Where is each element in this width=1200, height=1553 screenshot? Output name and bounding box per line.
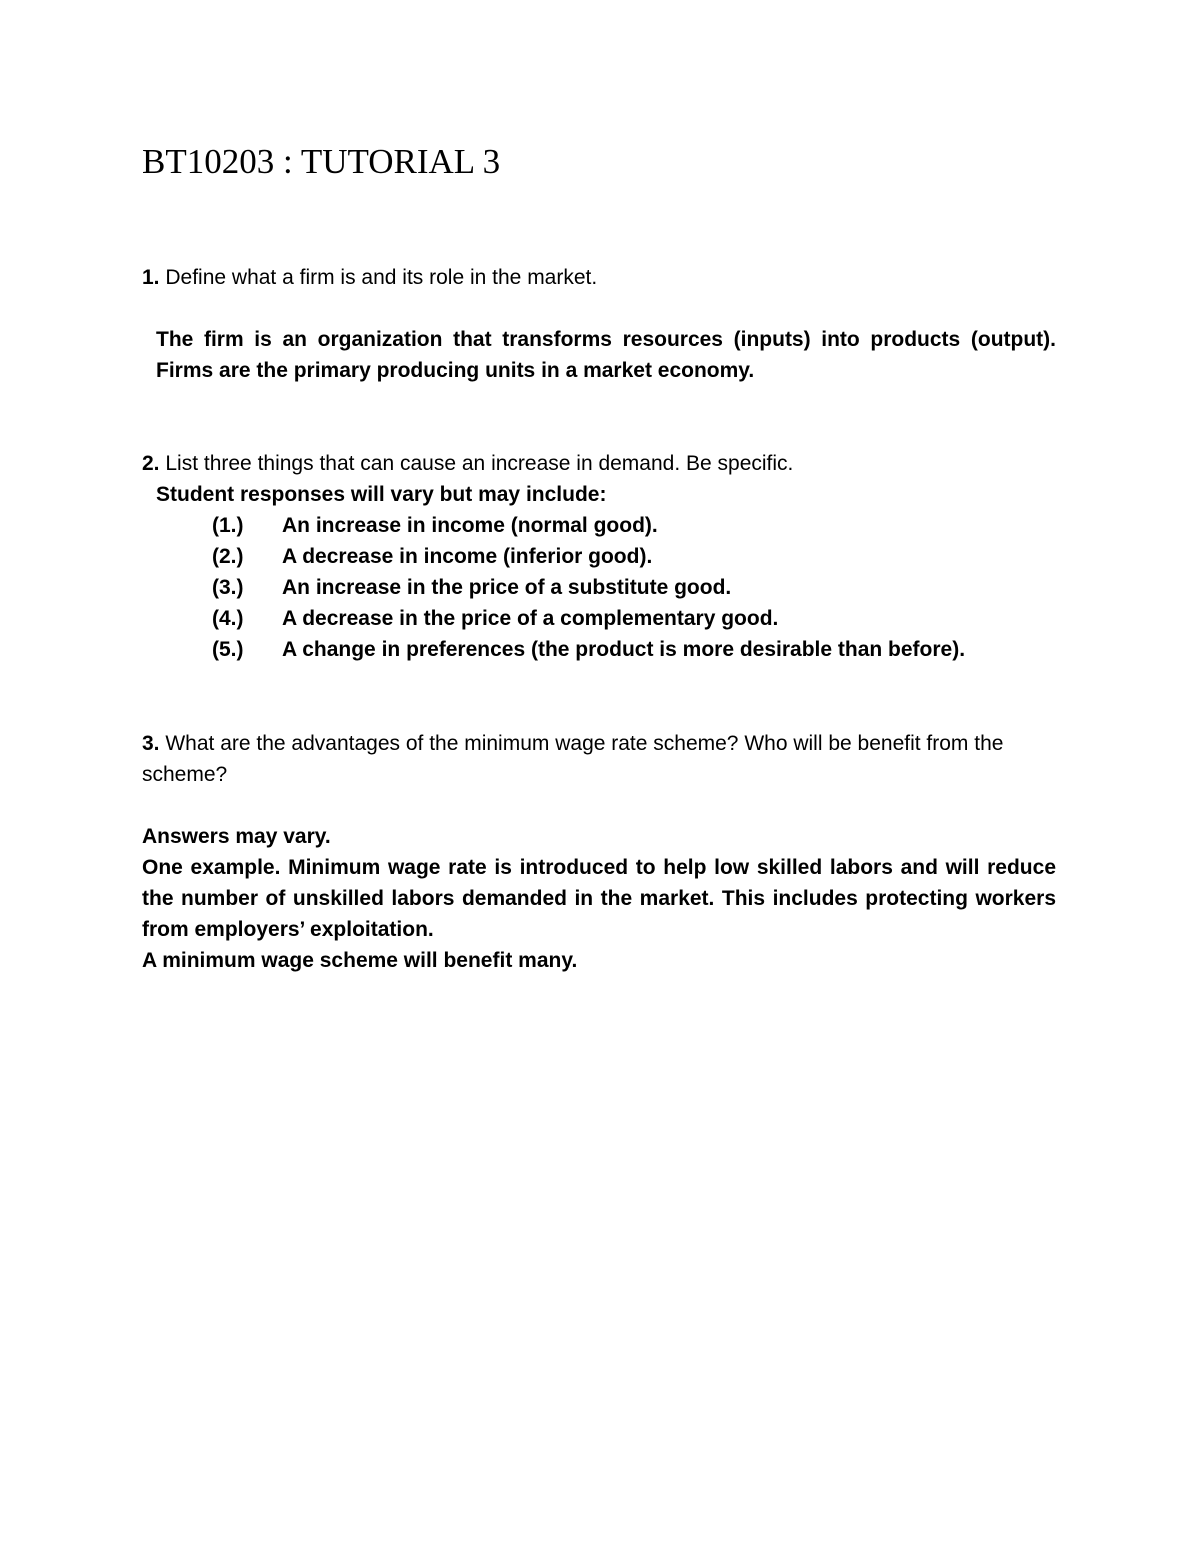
list-item-text: A change in preferences (the product is more desirable than before). bbox=[282, 638, 966, 661]
list-marker: (2.) bbox=[212, 545, 244, 568]
answer-2-intro: Student responses will vary but may include: bbox=[156, 483, 607, 506]
list-item-text: An increase in income (normal good). bbox=[282, 514, 658, 537]
answer-1: The firm is an organization that transforms resources (inputs) into products (output). Firms are the primary producing units in a market economy. bbox=[156, 328, 1056, 382]
list-marker: (5.) bbox=[212, 638, 244, 661]
list-item-text: A decrease in income (inferior good). bbox=[282, 545, 653, 568]
list-item bbox=[212, 634, 965, 665]
list-item bbox=[212, 510, 965, 541]
list-item-text: A decrease in the price of a complementary good. bbox=[282, 607, 779, 630]
list-marker: (4.) bbox=[212, 607, 244, 630]
list-marker: (1.) bbox=[212, 514, 244, 537]
list-item-text: An increase in the price of a substitute good. bbox=[282, 576, 732, 599]
list-item bbox=[212, 603, 965, 634]
question-number: 1. bbox=[142, 266, 160, 289]
answer-3-line: Answers may vary. bbox=[142, 825, 331, 848]
answer-3-line: One example. Minimum wage rate is introduced to help low skilled labors and will reduce the number of unskilled labors demanded in the market. This includes protecting workers from employers’ exploitation. bbox=[142, 856, 1056, 941]
answer-2-list bbox=[212, 510, 965, 665]
list-marker: (3.) bbox=[212, 576, 244, 599]
answer-3 bbox=[142, 821, 1056, 976]
list-item bbox=[212, 572, 965, 603]
list-item bbox=[212, 541, 965, 572]
question-2 bbox=[142, 448, 1082, 479]
question-3 bbox=[142, 728, 1042, 790]
question-text: List three things that can cause an increase in demand. Be specific. bbox=[165, 452, 794, 475]
answer-3-line: A minimum wage scheme will benefit many. bbox=[142, 949, 578, 972]
document-title: BT10203 : TUTORIAL 3 bbox=[142, 142, 501, 181]
question-number: 2. bbox=[142, 452, 160, 475]
question-1 bbox=[142, 262, 1082, 293]
question-number: 3. bbox=[142, 732, 160, 755]
question-text: Define what a firm is and its role in the market. bbox=[165, 266, 598, 289]
question-text: What are the advantages of the minimum wage rate scheme? Who will be benefit from the scheme? bbox=[142, 732, 1004, 786]
